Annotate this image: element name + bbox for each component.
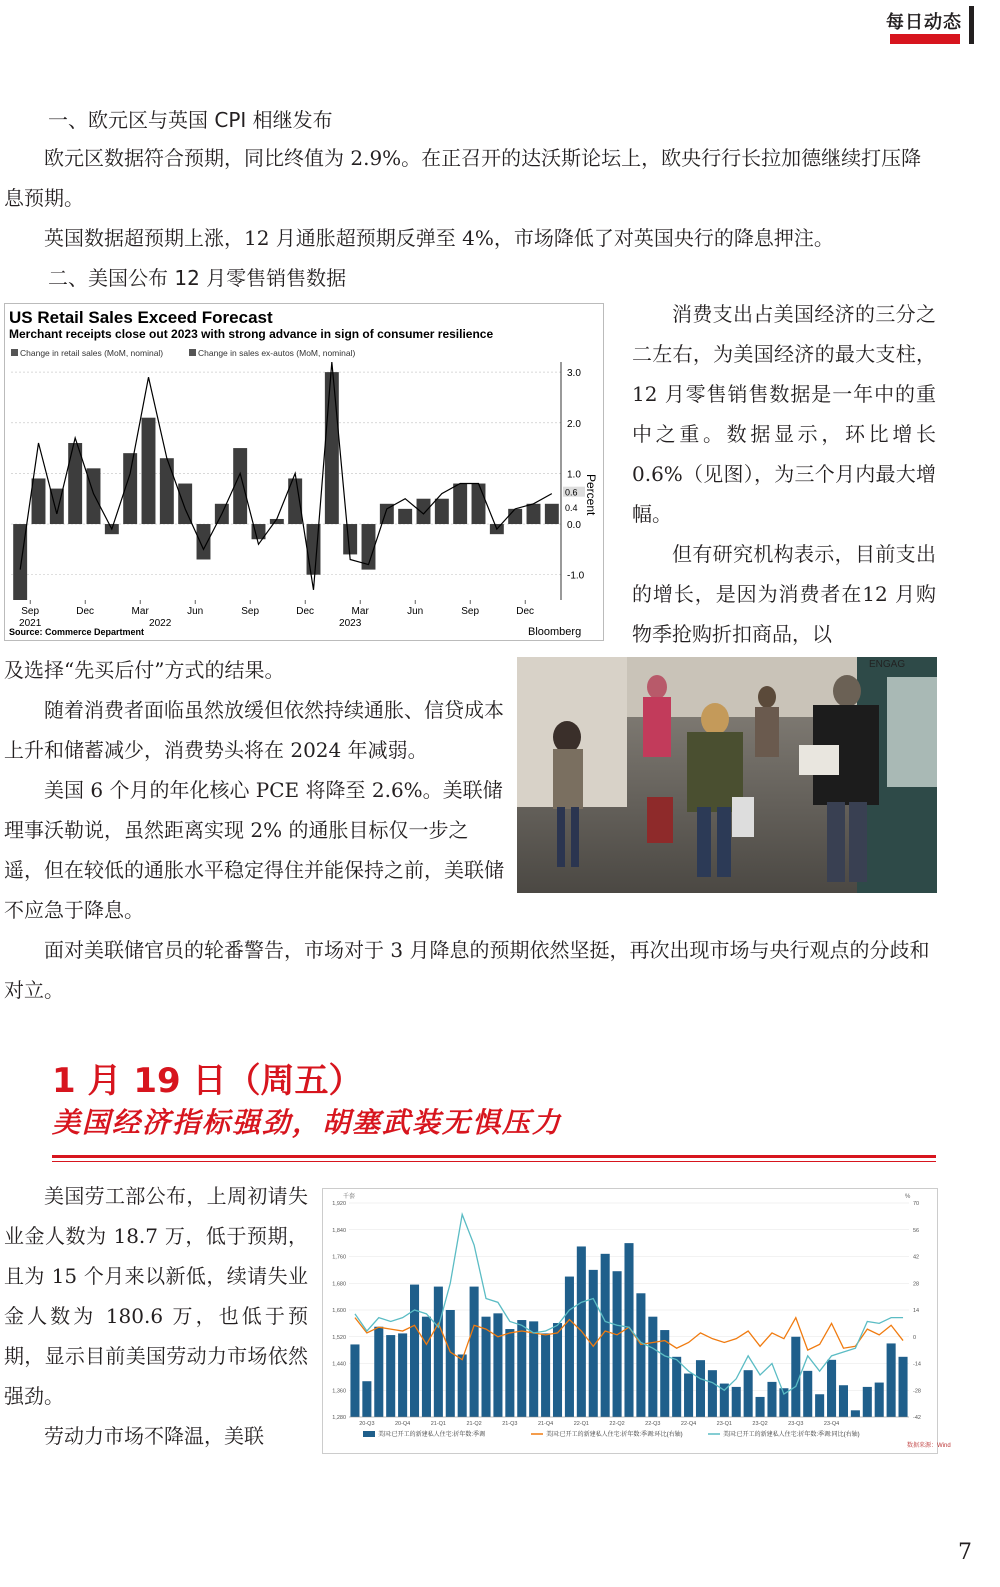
right-tick-label: 0 [913,1334,917,1341]
right-tick-label: -42 [913,1415,921,1421]
right-tick-label: 56 [913,1227,920,1234]
y-tick-label: 1.0 [567,469,581,481]
x-tick-label: Sep [21,606,40,617]
y-tick-label: 0.0 [567,520,581,532]
x-tick-label: 22-Q3 [645,1421,661,1427]
x-tick-label: Sep [241,606,260,617]
bar-ex-autos [197,524,211,559]
paragraph-research: 但有研究机构表示，目前支出的增长，是因为消费者在12 月购物季抢购折扣商品，以 [632,542,936,646]
svg-text:ENGAG: ENGAG [869,659,906,670]
paragraph-uk: 英国数据超预期上涨，12 月通胀超预期反弹至 4%，市场降低了对英国央行的降息押注。 [44,226,834,250]
bar-ex-autos [325,372,339,524]
x-tick-label: 23-Q2 [752,1421,768,1427]
paragraph-eurozone: 欧元区数据符合预期，同比终值为 2.9%。在正召开的达沃斯论坛上，欧央行行长拉加德继续打压降息预期。 [4,146,922,210]
x-tick-label: Dec [76,606,95,617]
bar-ex-autos [142,418,156,524]
x-tick-label: Dec [516,606,535,617]
bar-housing-starts [732,1387,741,1417]
bar-housing-starts [434,1287,443,1417]
legend-swatch-exautos [189,349,196,356]
y-tick-label: 2.0 [567,418,581,430]
housing-starts-chart [322,1188,951,1454]
x-tick-label: Dec [296,606,315,617]
y-tick-label: -1.0 [567,570,585,582]
bar-housing-starts [410,1285,419,1417]
right-tick-label: 14 [913,1308,920,1314]
y-tick-label: 3.0 [567,368,581,380]
bar-housing-starts [899,1357,908,1417]
x-tick-label: 20-Q4 [394,1421,411,1427]
left-tick-label: 1,520 [332,1334,346,1341]
bar-housing-starts [648,1317,657,1417]
header-red-bar [890,34,960,44]
date-title: 1 月 19 日（周五） [52,1061,363,1101]
chart1-source: Source: Commerce Department [9,627,145,637]
x-tick-label: 23-Q3 [788,1421,804,1427]
red-rule-thin [52,1161,936,1162]
bar-housing-starts [386,1335,395,1417]
right-tick-label: -14 [913,1361,921,1368]
bloomberg-logo: Bloomberg [528,626,582,638]
left-tick-label: 1,920 [332,1201,346,1207]
bar-ex-autos [472,484,486,525]
bar-housing-starts [565,1277,574,1417]
bar-housing-starts [374,1327,383,1417]
x-tick-label: Jun [187,606,204,617]
paragraph-labor-market: 劳动力市场不降温，美联 [44,1424,264,1448]
x-tick-label: 21-Q1 [430,1421,447,1427]
bar-ex-autos [87,468,101,524]
bar-ex-autos [343,524,357,554]
bar-ex-autos [178,484,192,525]
x-tick-label: Mar [131,606,149,617]
bar-housing-starts [470,1287,479,1417]
chart2-source: 数据来源：Wind [907,1443,951,1449]
paragraph-bnpl: 及选择“先买后付”方式的结果。 [4,658,285,682]
paragraph-jobless-claims: 美国劳工部公布，上周初请失业金人数为 18.7 万，低于预期，且为 15 个月来以新低，续请失业金人数为 180.6 万，也低于预期，显示目前美国劳动力市场依然强劲。 [4,1184,308,1408]
section-heading-2: 二、美国公布 12 月零售销售数据 [48,266,347,290]
chart1-title: US Retail Sales Exceed Forecast [9,308,273,327]
x-tick-label: Sep [461,606,480,617]
x-tick-label: Jun [407,606,424,617]
right-unit-label: % [905,1194,911,1200]
last-value-label: 0.6 [565,487,578,498]
bar-housing-starts [851,1410,860,1417]
right-tick-label: 28 [913,1281,920,1288]
bar-ex-autos [545,504,559,524]
section-heading-1: 一、欧元区与英国 CPI 相继发布 [48,108,333,132]
left-tick-label: 1,600 [332,1308,346,1314]
bar-housing-starts [589,1270,598,1417]
bar-ex-autos [508,509,522,524]
last-value-label: 0.4 [565,502,578,513]
chart1-subtitle: Merchant receipts close out 2023 with strong advance in sign of consumer resilience [9,327,494,341]
legend-label: 美国:已开工的新建私人住宅:折年数:季调:环比(右轴) [546,1432,683,1438]
x-tick-label: 22-Q1 [573,1421,589,1427]
bar-housing-starts [362,1381,371,1417]
left-tick-label: 1,760 [332,1254,346,1261]
bar-housing-starts [529,1321,538,1417]
retail-sales-chart-svg [5,304,603,640]
bar-housing-starts [422,1317,431,1417]
retail-sales-chart [4,303,604,641]
left-tick-label: 1,280 [332,1415,346,1421]
paragraph-outlook: 随着消费者面临虽然放缓但依然持续通胀、信贷成本上升和储蓄减少，消费势头将在 2024 年减弱。 [4,698,504,762]
x-year-label: 2021 [19,618,42,629]
bar-ex-autos [417,499,431,524]
right-tick-label: -28 [913,1388,921,1395]
header-divider [969,6,974,44]
bar-ex-autos [435,499,449,524]
x-tick-label: Mar [351,606,369,617]
x-year-label: 2022 [149,618,172,629]
x-tick-label: 22-Q4 [680,1421,697,1427]
bar-ex-autos [527,504,541,524]
bar-ex-autos [453,484,467,525]
legend-swatch [363,1431,375,1437]
bar-ex-autos [160,458,174,524]
bar-housing-starts [815,1394,824,1417]
left-tick-label: 1,680 [332,1281,346,1288]
chart1-ylabel: Percent [584,474,598,516]
legend-label-exautos: Change in sales ex-autos (MoM, nominal) [198,348,356,358]
bar-housing-starts [767,1382,776,1417]
paragraph-pce: 美国 6 个月的年化核心 PCE 将降至 2.6%。美联储理事沃勒说，虽然距离实现 2% 的通胀目标仅一步之遥，但在较低的通胀水平稳定得住并能保持之前，美联储不应急于降息。 [4,778,504,922]
x-tick-label: 21-Q2 [466,1421,482,1427]
legend-label: 美国:已开工的新建私人住宅:折年数:季调:同比(右轴) [723,1432,860,1438]
section-subtitle: 美国经济指标强劲，胡塞武装无惧压力 [52,1106,563,1139]
legend-swatch-retail [11,349,18,356]
right-tick-label: 70 [913,1201,920,1207]
bar-housing-starts [517,1320,526,1417]
x-tick-label: 21-Q4 [537,1421,554,1427]
bar-ex-autos [32,478,46,524]
bar-housing-starts [863,1387,872,1417]
left-tick-label: 1,840 [332,1227,346,1234]
bar-housing-starts [636,1293,645,1417]
housing-starts-chart-svg [323,1189,951,1453]
x-tick-label: 20-Q3 [359,1421,375,1427]
right-tick-label: 42 [913,1254,920,1261]
page-number: 7 [958,1540,972,1565]
paragraph-consumption: 消费支出占美国经济的三分之二左右，为美国经济的最大支柱，12 月零售销售数据是一年中的重中之重。数据显示，环比增长 0.6%（见图），为三个月内最大增幅。 [632,302,936,526]
bar-housing-starts [553,1323,562,1417]
bar-housing-starts [744,1370,753,1417]
left-tick-label: 1,440 [332,1361,346,1368]
bar-ex-autos [68,443,82,524]
bar-housing-starts [493,1313,502,1417]
bar-housing-starts [803,1371,812,1417]
bar-housing-starts [827,1360,836,1417]
bar-housing-starts [708,1370,717,1417]
bar-housing-starts [839,1385,848,1417]
bar-housing-starts [613,1271,622,1417]
bar-housing-starts [398,1333,407,1417]
x-tick-label: 21-Q3 [502,1421,518,1427]
left-unit-label: 千套 [343,1194,356,1200]
x-tick-label: 22-Q2 [609,1421,625,1427]
bar-ex-autos [233,448,247,524]
bar-housing-starts [350,1344,359,1417]
legend-label-retail: Change in retail sales (MoM, nominal) [20,348,164,358]
bar-housing-starts [756,1397,765,1417]
x-tick-label: 23-Q1 [716,1421,732,1427]
bar-housing-starts [875,1383,884,1417]
bar-housing-starts [505,1329,514,1417]
legend-label: 美国:已开工的新建私人住宅:折年数:季调 [378,1432,486,1438]
bar-housing-starts [672,1357,681,1417]
shoppers-photo [517,657,937,893]
bar-ex-autos [398,509,412,524]
x-year-label: 2023 [339,618,362,629]
left-tick-label: 1,360 [332,1388,346,1395]
bar-housing-starts [887,1343,896,1417]
paragraph-market-divergence: 面对美联储官员的轮番警告，市场对于 3 月降息的预期依然坚挺，再次出现市场与央行观点的分歧和对立。 [4,938,930,1002]
section-header-title: 每日动态 [886,12,962,33]
bar-housing-starts [624,1243,633,1417]
bar-housing-starts [684,1374,693,1417]
x-tick-label: 23-Q4 [823,1421,840,1427]
bar-housing-starts [458,1354,467,1417]
red-rule [52,1155,936,1158]
bar-housing-starts [541,1333,550,1417]
bar-housing-starts [696,1360,705,1417]
bar-housing-starts [446,1310,455,1417]
